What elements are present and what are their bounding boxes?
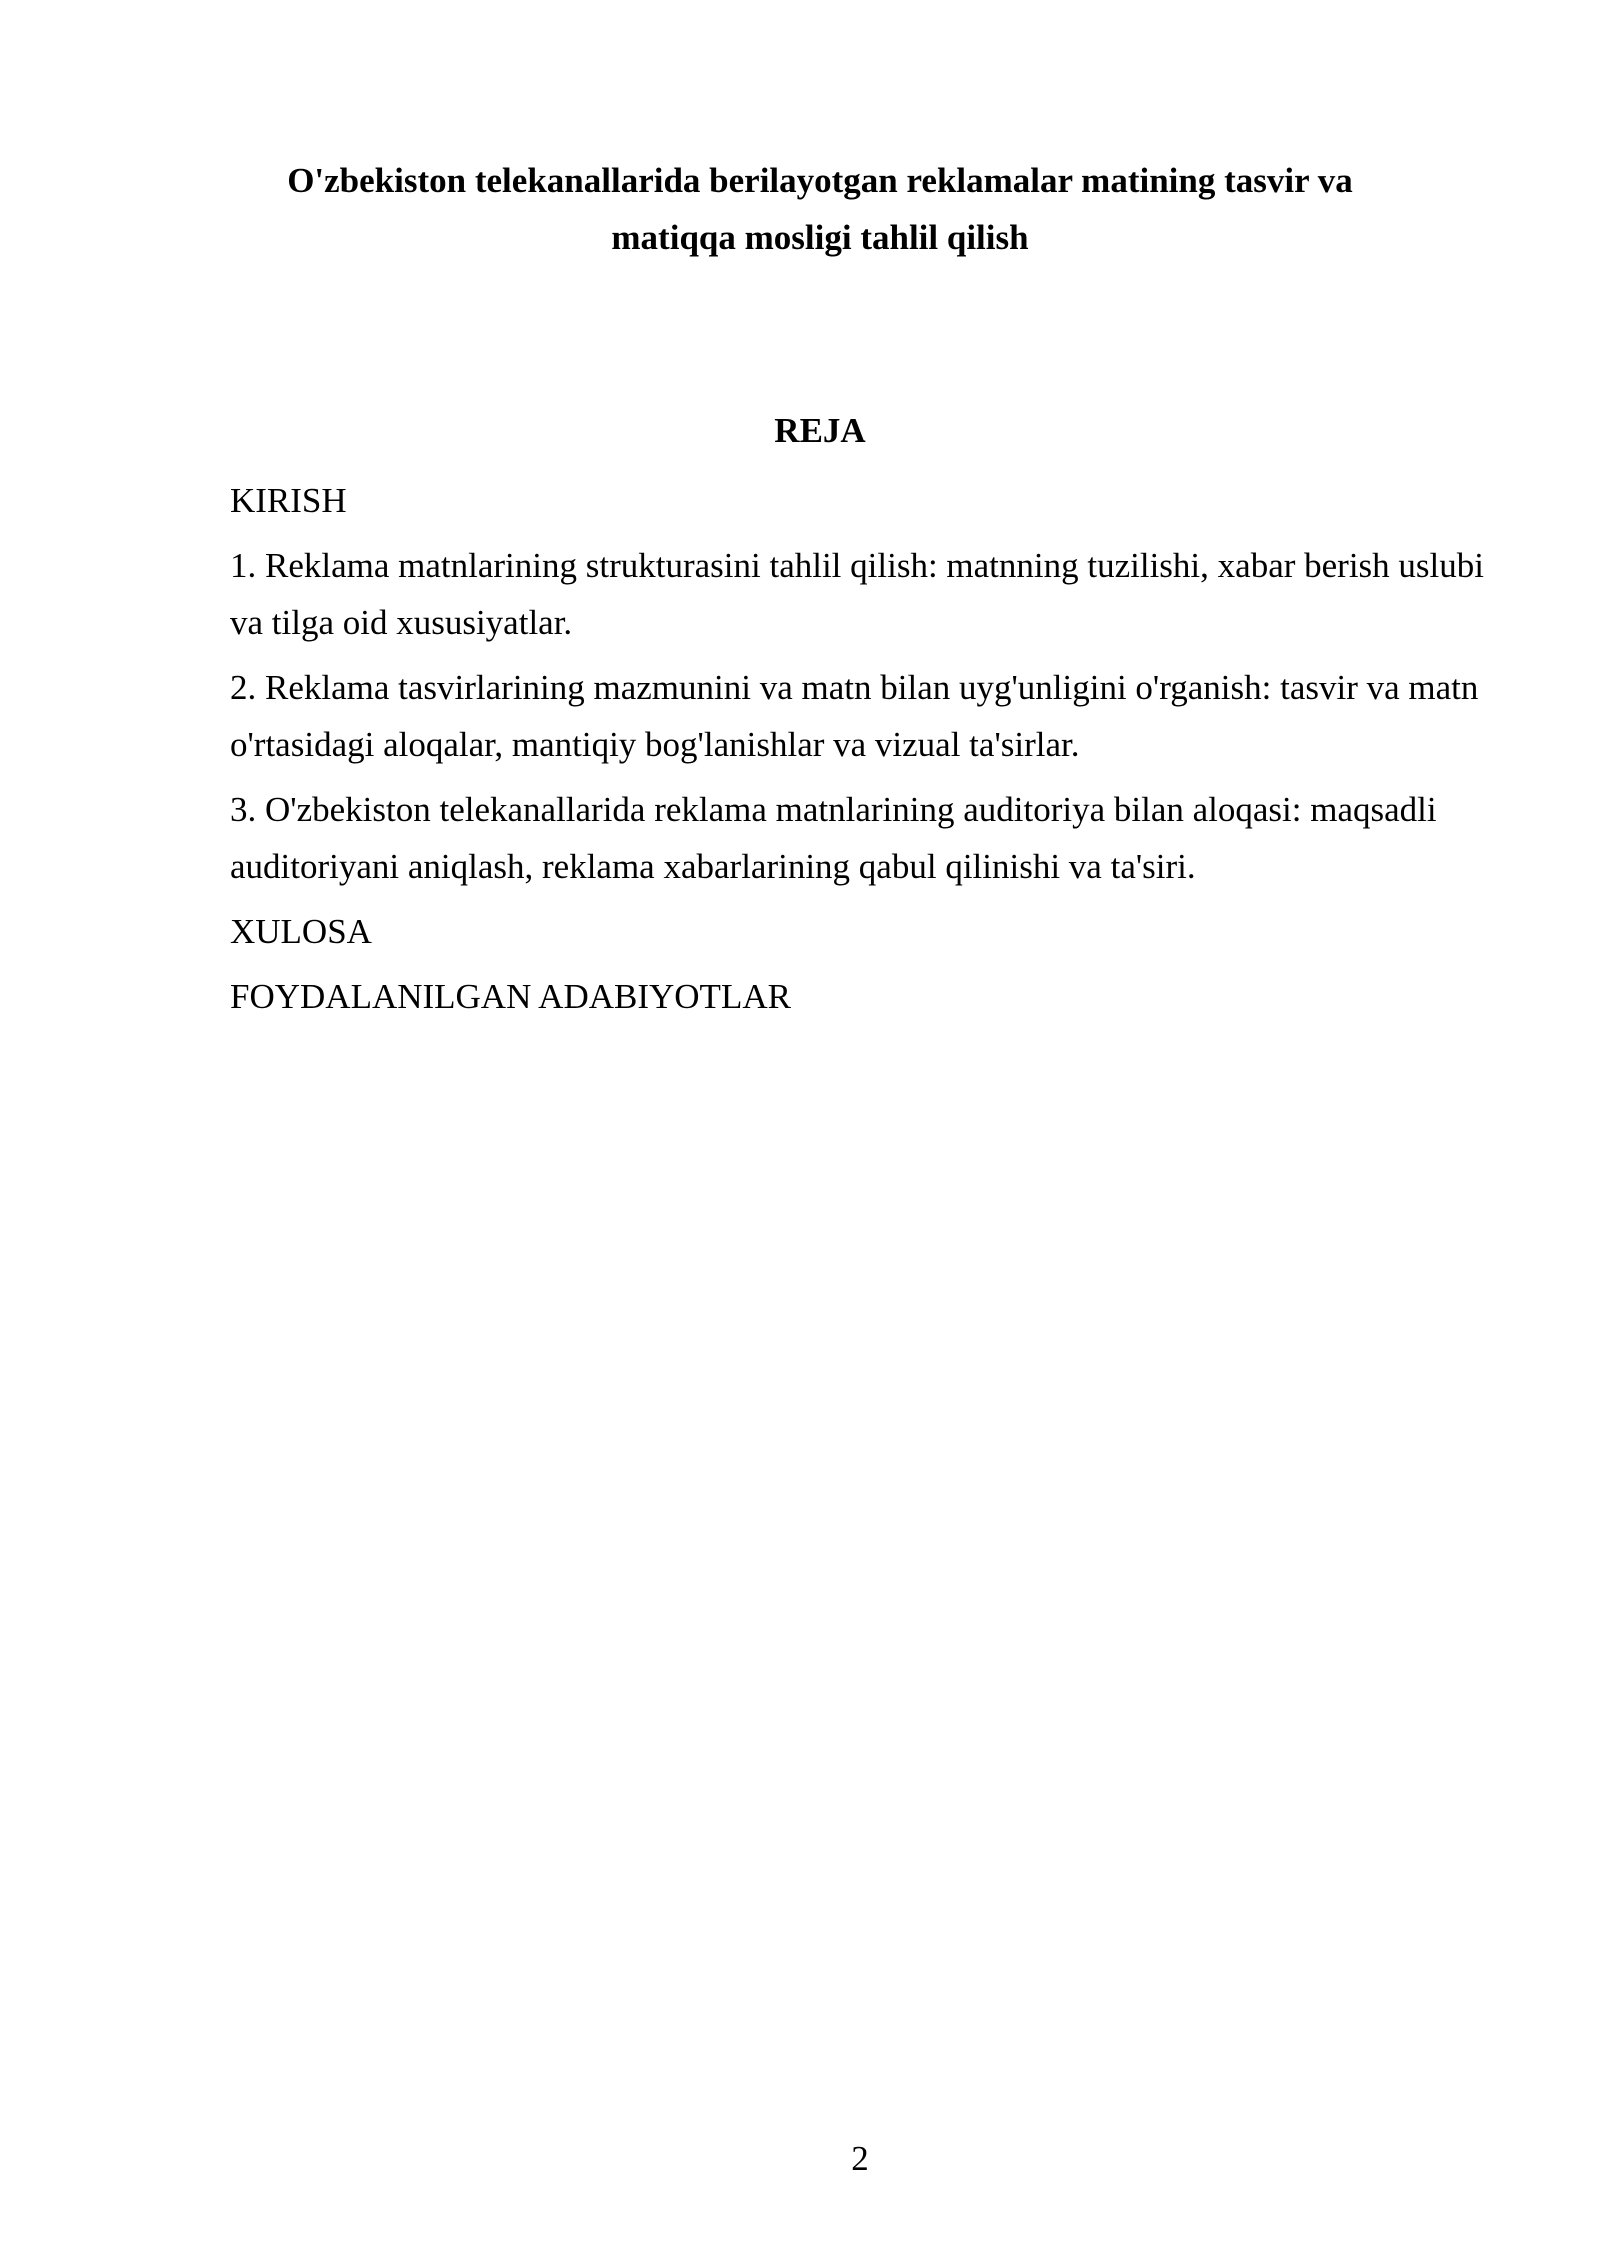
plan-item-3: 3. O'zbekiston telekanallarida reklama matnlarining auditoriya bilan aloqasi: maqsadli auditoriyani aniqlash, reklama xabarlarining qabul qilinishi va ta'siri. bbox=[230, 790, 1437, 886]
plan-item-1: 1. Reklama matnlarining strukturasini tahlil qilish: matnning tuzilishi, xabar berish uslubi va tilga oid xususiyatlar. bbox=[230, 546, 1484, 642]
plan-item-2: 2. Reklama tasvirlarining mazmunini va matn bilan uyg'unligini o'rganish: tasvir va matn o'rtasidagi aloqalar, mantiqiy bog'lanishlar va vizual ta'sirlar. bbox=[230, 668, 1479, 764]
plan-item-references: FOYDALANILGAN ADABIYOTLAR bbox=[230, 977, 791, 1016]
page-number: 2 bbox=[851, 2139, 869, 2178]
document-title-line-2: matiqqa mosligi tahlil qilish bbox=[611, 218, 1029, 257]
plan-item-introduction: KIRISH bbox=[230, 481, 347, 520]
plan-list bbox=[230, 472, 1490, 1033]
document-title-line-1: O'zbekiston telekanallarida berilayotgan reklamalar matining tasvir va bbox=[287, 161, 1353, 200]
document-title bbox=[230, 152, 1410, 266]
plan-item-conclusion: XULOSA bbox=[230, 912, 372, 951]
plan-heading: REJA bbox=[774, 411, 866, 450]
